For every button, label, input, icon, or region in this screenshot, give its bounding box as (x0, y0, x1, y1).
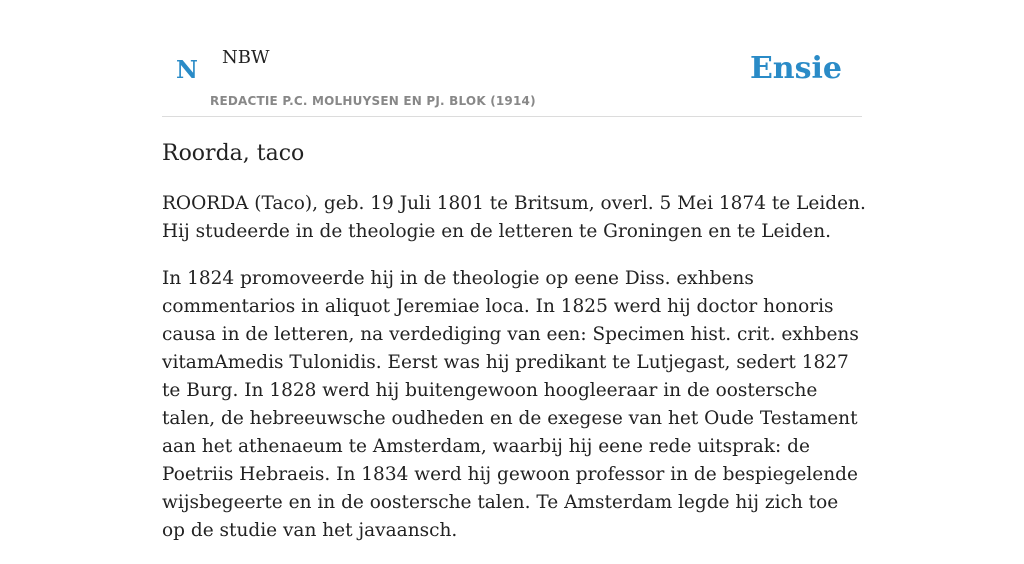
article (162, 138, 867, 564)
source-subtitle: REDACTIE P.C. MOLHUYSEN EN PJ. BLOK (1914) (210, 94, 536, 108)
brand-logo[interactable]: Ensie (749, 51, 842, 86)
site-header (162, 0, 862, 117)
article-paragraph: ROORDA (Taco), geb. 19 Juli 1801 te Britsum, overl. 5 Mei 1874 te Leiden. Hij studeerde in de theologie en de letteren te Groningen en te Leiden. (162, 193, 866, 242)
source-logo[interactable]: N (176, 55, 198, 84)
article-title: Roorda, taco (162, 141, 305, 166)
article-paragraph: In 1824 promoveerde hij in de theologie op eene Diss. exhbens commentarios in aliquot Jeremiae loca. In 1825 werd hij doctor honoris causa in de letteren, na verdediging van een: Specimen hist. crit. exhbens vitamAmedis Tulonidis. Eerst was hij predikant te Lutjegast, sedert 1827 te Burg. In 1828 werd hij buitengewoon hoogleeraar in de oostersche talen, de hebreeuwsche oudheden en de exegese van het Oude Testament aan het athenaeum te Amsterdam, waarbij hij eene rede uitsprak: de Poetriis Hebraeis. In 1834 werd hij gewoon professor in de bespiegelende wijsbegeerte en in de oostersche talen. Te Amsterdam legde hij zich toe op de studie van het javaansch. (162, 268, 859, 541)
source-name[interactable]: NBW (222, 47, 270, 68)
